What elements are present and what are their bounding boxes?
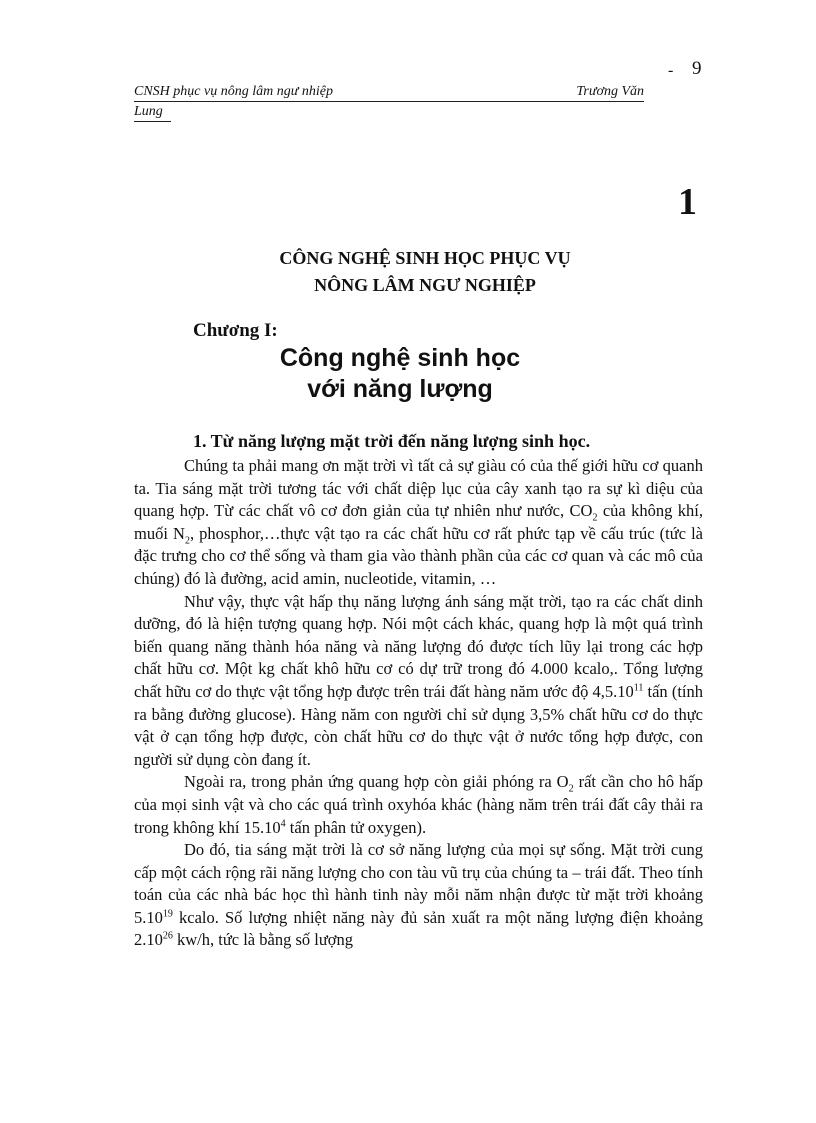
p1-sub-2: 2 bbox=[184, 535, 190, 547]
paragraph-3 bbox=[134, 771, 703, 839]
chapter-label: Chương I: bbox=[193, 320, 278, 341]
p1-text-c: , phosphor,…thực vật tạo ra các chất hữu cơ rất phức tạp về cấu trúc (tức là đặc trưng cho cơ thể sống và tham gia vào thành phần của các cơ quan và các mô của chúng) đó là đường, acid amin, nucleotide, vitamin, … bbox=[134, 523, 703, 588]
book-title-line1: CÔNG NGHỆ SINH HỌC PHỤC VỤ bbox=[279, 248, 571, 268]
chapter-title-line1: Công nghệ sinh học bbox=[279, 344, 521, 372]
header-author: Trương Văn bbox=[576, 84, 644, 99]
p3-text-a: Ngoài ra, trong phản ứng quang hợp còn giải phóng ra O bbox=[184, 772, 569, 792]
header-author-continuation: Lung bbox=[134, 102, 171, 122]
section-heading: 1. Từ năng lượng mặt trời đến năng lượng sinh học. bbox=[193, 431, 591, 451]
p2-text-a: Như vậy, thực vật hấp thụ năng lượng ánh sáng mặt trời, tạo ra các chất dinh dưỡng, đó là hiện tượng quang hợp. Nói một cách khác, quang hợp là một quá trình biến quang năng thành hóa năng và năng lượng đó được tích lũy lại trong các hợp chất hữu cơ. Một kg chất khô hữu cơ có dự trữ trong đó 4.000 kcalo,. Tổng lượng chất hữu cơ do thực vật tổng hợp được trên trái đất hàng năm ước độ 4,5.10 bbox=[134, 591, 703, 701]
page-number: 9 bbox=[692, 58, 702, 79]
chapter-number: 1 bbox=[678, 181, 697, 223]
p4-text-b: kcalo. Số lượng nhiệt năng này đủ sản xuất ra một năng lượng điện khoảng 2.10 bbox=[134, 907, 703, 950]
p4-sup-1: 19 bbox=[162, 908, 173, 920]
chapter-title-line2: với năng lượng bbox=[307, 375, 493, 403]
p4-text-a: Do đó, tia sáng mặt trời là cơ sở năng lượng của mọi sự sống. Mặt trời cung cấp một cách rộng rãi năng lượng cho con tàu vũ trụ của chúng ta – trái đất. Theo tính toán của các nhà bác học thì hành tinh này mỗi năm nhận được từ mặt trời khoảng 5.10 bbox=[134, 840, 703, 927]
page-dash: - bbox=[668, 62, 674, 79]
p1-text-b: của không khí, muối N bbox=[134, 501, 704, 543]
p4-text-c: kw/h, tức là bằng số lượng bbox=[172, 930, 354, 950]
p2-sup-1: 11 bbox=[633, 682, 644, 694]
p3-text-b: rất cần cho hô hấp của mọi sinh vật và cho các quá trình oxyhóa khác (hàng năm trên trái đất cây thải ra trong không khí 15.10 bbox=[134, 772, 703, 837]
p1-text-a: Chúng ta phải mang ơn mặt trời vì tất cả sự giàu có của thế giới hữu cơ quanh ta. Tia sáng mặt trời tương tác với chất diệp lục của cây xanh tạo ra sự kì diệu của quang hợp. Từ các chất vô cơ đơn giản của tự nhiên như nước, CO bbox=[134, 456, 703, 521]
p3-text-c: tấn phân tử oxygen). bbox=[285, 817, 427, 837]
book-title-line2: NÔNG LÂM NGƯ NGHIỆP bbox=[314, 275, 536, 295]
paragraph-2 bbox=[134, 591, 703, 772]
p3-sup-1: 4 bbox=[280, 818, 286, 829]
p2-text-b: tấn (tính ra bằng đường glucose). Hàng năm con người chỉ sử dụng 3,5% chất hữu cơ do thực vật ở cạn tổng hợp được, còn chất hữu cơ do thực vật ở nước tổng hợp được, con người sử dụng còn đang ít. bbox=[134, 681, 703, 769]
p1-sub-1: 2 bbox=[592, 512, 598, 524]
paragraph-4 bbox=[134, 839, 703, 952]
chapter-title bbox=[240, 343, 560, 405]
book-title bbox=[180, 245, 670, 299]
header-line bbox=[134, 82, 644, 102]
p4-sup-2: 26 bbox=[162, 930, 173, 942]
body-text bbox=[134, 455, 703, 952]
paragraph-1 bbox=[134, 455, 703, 591]
header-book-title: CNSH phục vụ nông lâm ngư nhiệp bbox=[134, 84, 333, 99]
running-header bbox=[134, 82, 644, 122]
p3-sub-1: 2 bbox=[568, 783, 574, 795]
